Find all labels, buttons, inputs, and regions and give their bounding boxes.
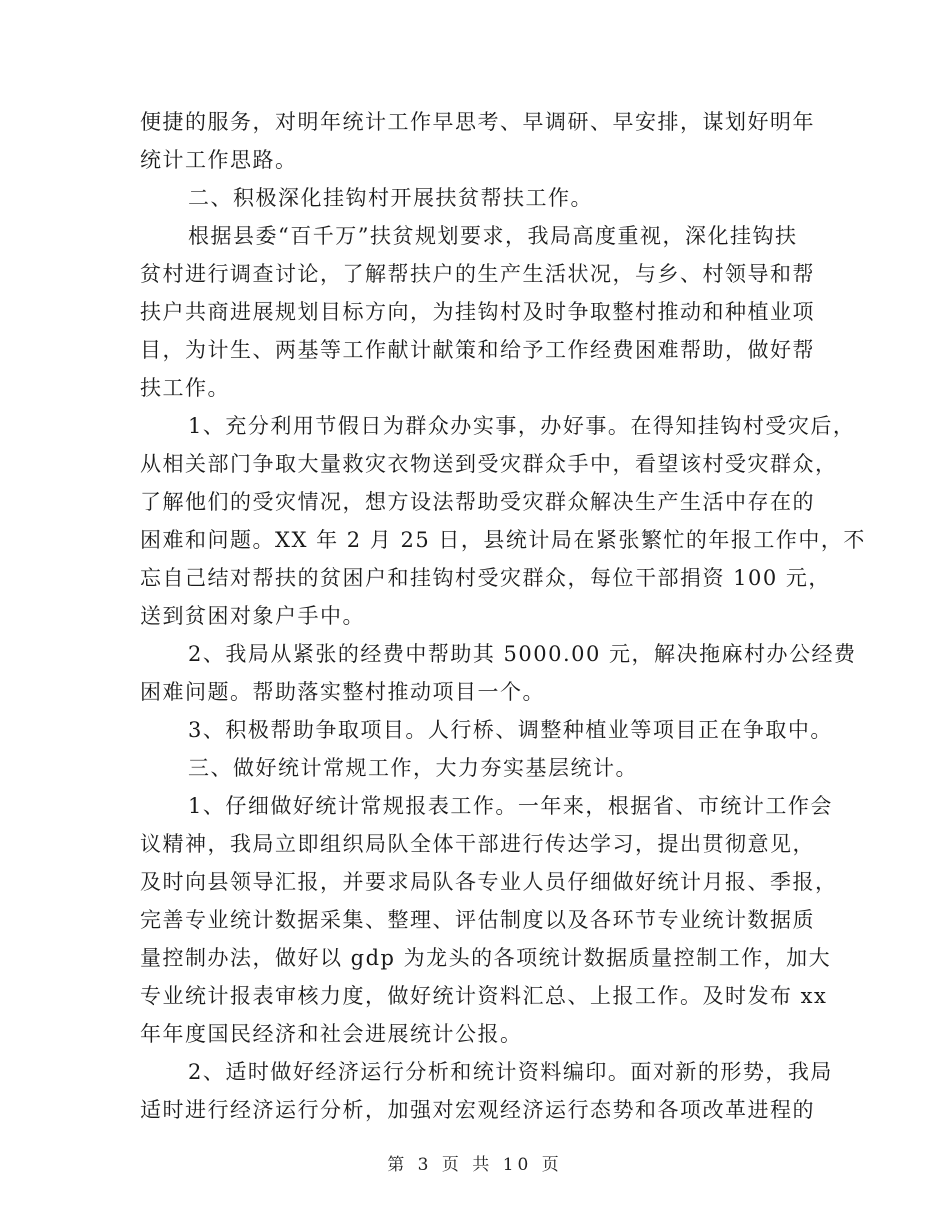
text-line: 2、适时做好经济运行分析和统计资料编印。面对新的形势，我局	[188, 1060, 833, 1084]
text-line: 扶工作。	[140, 376, 230, 400]
text-line: 送到贫困对象户手中。	[140, 604, 365, 628]
text-line: 忘自己结对帮扶的贫困户和挂钩村受灾群众，每位干部捐资 100 元，	[140, 566, 831, 590]
text-line: 从相关部门争取大量救灾衣物送到受灾群众手中，看望该村受灾群众，	[140, 452, 838, 476]
text-line: 年年度国民经济和社会进展统计公报。	[140, 1022, 523, 1046]
text-line: 2、我局从紧张的经费中帮助其 5000.00 元，解决拖麻村办公经费	[188, 642, 857, 666]
text-line: 专业统计报表审核力度，做好统计资料汇总、上报工作。及时发布 xx	[140, 984, 828, 1008]
text-line: 统计工作思路。	[140, 148, 298, 172]
text-line: 贫村进行调查讨论，了解帮扶户的生产生活状况，与乡、村领导和帮	[140, 262, 815, 286]
text-line: 3、积极帮助争取项目。人行桥、调整种植业等项目正在争取中。	[188, 718, 833, 742]
text-line: 适时进行经济运行分析，加强对宏观经济运行态势和各项改革进程的	[140, 1098, 815, 1122]
text-line: 1、充分利用节假日为群众办实事，办好事。在得知挂钩村受灾后，	[188, 414, 856, 438]
text-line: 根据县委“百千万”扶贫规划要求，我局高度重视，深化挂钩扶	[188, 224, 798, 248]
text-line: 扶户共商进展规划目标方向，为挂钩村及时争取整村推动和种植业项	[140, 300, 815, 324]
section-heading: 三、做好统计常规工作，大力夯实基层统计。	[188, 756, 638, 780]
text-line: 议精神，我局立即组织局队全体干部进行传达学习，提出贯彻意见，	[140, 832, 815, 856]
text-line: 困难和问题。XX 年 2 月 25 日，县统计局在紧张繁忙的年报工作中，不	[140, 528, 866, 552]
text-line: 完善专业统计数据采集、整理、评估制度以及各环节专业统计数据质	[140, 908, 815, 932]
text-line: 1、仔细做好统计常规报表工作。一年来，根据省、市统计工作会	[188, 794, 833, 818]
text-line: 量控制办法，做好以 gdp 为龙头的各项统计数据质量控制工作，加大	[140, 946, 832, 970]
section-heading: 二、积极深化挂钩村开展扶贫帮扶工作。	[188, 186, 593, 210]
text-line: 及时向县领导汇报，并要求局队各专业人员仔细做好统计月报、季报，	[140, 870, 838, 894]
page-number-footer: 第 3 页 共 10 页	[387, 1155, 563, 1175]
text-line: 便捷的服务，对明年统计工作早思考、早调研、早安排，谋划好明年	[140, 110, 815, 134]
text-line: 了解他们的受灾情况，想方设法帮助受灾群众解决生产生活中存在的	[140, 490, 815, 514]
text-line: 困难问题。帮助落实整村推动项目一个。	[140, 680, 545, 704]
text-line: 目，为计生、两基等工作献计献策和给予工作经费困难帮助，做好帮	[140, 338, 815, 362]
